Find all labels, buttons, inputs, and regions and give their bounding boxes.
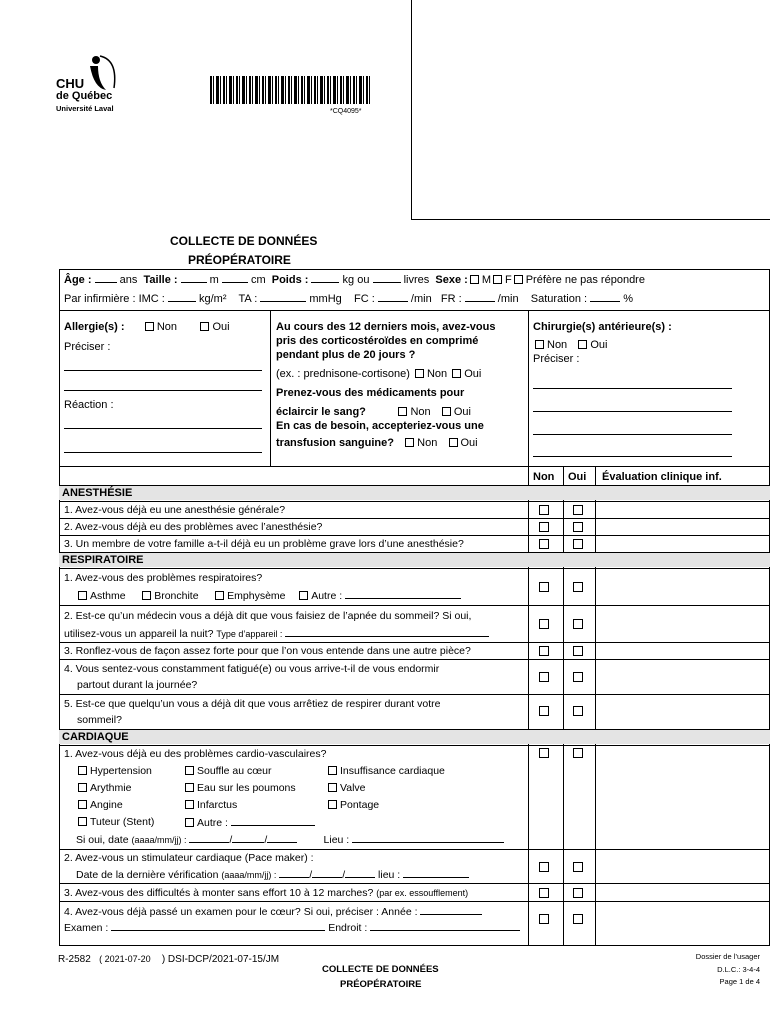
- barcode-text: *CQ4095*: [330, 108, 362, 115]
- card-q4-non[interactable]: [539, 914, 549, 924]
- card-q3-oui[interactable]: [573, 888, 583, 898]
- card-q4-line1: 4. Avez-vous déjà passé un examen pour le cœur? Si oui, préciser : Année :: [64, 904, 482, 919]
- footer-right1: Dossier de l’usager: [695, 952, 760, 961]
- sexe-pref-checkbox[interactable]: [514, 275, 523, 284]
- resp-q5-oui[interactable]: [573, 706, 583, 716]
- resp-q4-non[interactable]: [539, 672, 549, 682]
- section-cardiaque: CARDIAQUE: [59, 730, 770, 744]
- logo-line2: de Québec: [56, 90, 113, 102]
- sexe-m-checkbox[interactable]: [470, 275, 479, 284]
- transfusion-non-checkbox[interactable]: [405, 438, 414, 447]
- section-anesthesie: ANESTHÉSIE: [59, 486, 770, 500]
- card-q1: 1. Avez-vous déjà eu des problèmes cardio-vasculaires?: [64, 748, 327, 760]
- card-opt-arythmie: Arythmie: [76, 781, 131, 795]
- tuteur-checkbox[interactable]: [78, 817, 87, 826]
- anesthesie-q3: 3. Un membre de votre famille a-t-il déjà eu un problème grave lors d’une anesthésie?: [64, 538, 464, 550]
- chu-logo-icon: [84, 52, 144, 92]
- insuffisance-checkbox[interactable]: [328, 766, 337, 775]
- anesthesie-q3-non[interactable]: [539, 539, 549, 549]
- resp-q3-non[interactable]: [539, 646, 549, 656]
- reaction-label: Réaction :: [64, 399, 114, 411]
- anesthesie-q2-oui[interactable]: [573, 522, 583, 532]
- card-opt-infarctus: Infarctus: [183, 798, 237, 812]
- card-autre-checkbox[interactable]: [185, 818, 194, 827]
- resp-q5-line1: 5. Est-ce que quelqu’un vous a déjà dit que vous arrêtiez de respirer durant votre: [64, 698, 441, 710]
- cortico-oui-checkbox[interactable]: [452, 369, 461, 378]
- card-q3-non[interactable]: [539, 888, 549, 898]
- surgery-block: Chirurgie(s) antérieure(s) : Non Oui Préciser :: [533, 321, 672, 365]
- card-opt-tuteur: Tuteur (Stent): [76, 815, 154, 829]
- card-q1-non[interactable]: [539, 748, 549, 758]
- card-q2-oui[interactable]: [573, 862, 583, 872]
- resp-q2-line2: utilisez-vous un appareil la nuit? Type d’appareil :: [64, 626, 489, 641]
- card-q4-oui[interactable]: [573, 914, 583, 924]
- patient-label-box: [411, 0, 770, 220]
- card-q3: 3. Avez-vous des difficultés à monter sans effort 10 à 12 marches? (par ex. essoufflement): [64, 887, 469, 899]
- surgery-non-checkbox[interactable]: [535, 340, 544, 349]
- resp-q1-oui[interactable]: [573, 582, 583, 592]
- resp-q1-options: Asthme Bronchite Emphysème Autre :: [76, 588, 461, 603]
- card-opt-angine: Angine: [76, 798, 123, 812]
- resp-q5-line2: sommeil?: [77, 714, 122, 726]
- anesthesie-q2: 2. Avez-vous déjà eu des problèmes avec l’anesthésie?: [64, 521, 323, 533]
- resp-q5-non[interactable]: [539, 706, 549, 716]
- card-opt-row1: Hypertension: [76, 764, 152, 778]
- card-opt-insuff: Insuffisance cardiaque: [326, 764, 445, 778]
- col-header-eval: Évaluation clinique inf.: [602, 471, 722, 483]
- anticoag-oui-checkbox[interactable]: [442, 407, 451, 416]
- form-title-line1: COLLECTE DE DONNÉES: [170, 234, 318, 248]
- resp-q2-line1: 2. Est-ce qu’un médecin vous a déjà dit que vous faisiez de l’apnée du sommeil? Si oui,: [64, 610, 472, 622]
- card-q2-non[interactable]: [539, 862, 549, 872]
- resp-q1-non[interactable]: [539, 582, 549, 592]
- vitals-row1: Âge : ans Taille : m cm Poids : kg ou livres Sexe : M F Préfère ne pas répondre: [64, 274, 645, 286]
- logo: [56, 52, 126, 122]
- asthme-checkbox[interactable]: [78, 591, 87, 600]
- resp-q4-line2: partout durant la journée?: [77, 679, 198, 691]
- anesthesie-q3-oui[interactable]: [573, 539, 583, 549]
- resp-q1: 1. Avez-vous des problèmes respiratoires?: [64, 572, 263, 584]
- resp-autre-checkbox[interactable]: [299, 591, 308, 600]
- logo-line3: Université Laval: [56, 104, 114, 113]
- anesthesie-q2-non[interactable]: [539, 522, 549, 532]
- eau-checkbox[interactable]: [185, 783, 194, 792]
- card-q2-line1: 2. Avez-vous un stimulateur cardiaque (Pace maker) :: [64, 852, 314, 864]
- allergy-non-checkbox[interactable]: [145, 322, 154, 331]
- emphyseme-checkbox[interactable]: [215, 591, 224, 600]
- allergy-block: Allergie(s) : Non Oui Préciser :: [64, 321, 230, 353]
- footer-right2: D.L.C.: 3-4-4: [717, 965, 760, 974]
- form-title-line2: PRÉOPÉRATOIRE: [188, 253, 291, 267]
- resp-q4-line1: 4. Vous sentez-vous constamment fatigué(e) ou vous arrive-t-il de vous endormir: [64, 663, 440, 675]
- card-opt-eau: Eau sur les poumons: [183, 781, 296, 795]
- card-opt-pontage: Pontage: [326, 798, 379, 812]
- col-header-non: Non: [533, 471, 555, 483]
- bronchite-checkbox[interactable]: [142, 591, 151, 600]
- footer-right3: Page 1 de 4: [719, 977, 760, 986]
- footer-left: R-2582 ( 2021-07-20 ) DSI-DCP/2021-07-15/JM: [58, 954, 280, 965]
- card-q4-line2: Examen : Endroit :: [64, 920, 520, 935]
- arythmie-checkbox[interactable]: [78, 783, 87, 792]
- hypertension-checkbox[interactable]: [78, 766, 87, 775]
- resp-q4-oui[interactable]: [573, 672, 583, 682]
- resp-q3-oui[interactable]: [573, 646, 583, 656]
- vitals-row2: Par infirmière : IMC : kg/m² TA : mmHg FC : /min FR : /min Saturation : %: [64, 293, 633, 305]
- card-q1-oui[interactable]: [573, 748, 583, 758]
- section-respiratoire: RESPIRATOIRE: [59, 553, 770, 567]
- anesthesie-q1-oui[interactable]: [573, 505, 583, 515]
- footer-title2: PRÉOPÉRATOIRE: [340, 979, 422, 990]
- resp-q2-non[interactable]: [539, 619, 549, 629]
- card-opt-autre: Autre :: [183, 815, 315, 830]
- infarctus-checkbox[interactable]: [185, 800, 194, 809]
- card-q2-line2: Date de la dernière vérification (aaaa/mm/jj) : / / lieu :: [76, 867, 469, 882]
- sexe-f-checkbox[interactable]: [493, 275, 502, 284]
- souffle-checkbox[interactable]: [185, 766, 194, 775]
- allergy-oui-checkbox[interactable]: [200, 322, 209, 331]
- anesthesie-q1-non[interactable]: [539, 505, 549, 515]
- pontage-checkbox[interactable]: [328, 800, 337, 809]
- resp-q3: 3. Ronflez-vous de façon assez forte pour que l’on vous entende dans une autre pièce?: [64, 645, 471, 657]
- logo-line1: CHU: [56, 76, 85, 91]
- barcode: [210, 76, 370, 104]
- resp-q2-oui[interactable]: [573, 619, 583, 629]
- transfusion-oui-checkbox[interactable]: [449, 438, 458, 447]
- card-opt-valve: Valve: [326, 781, 366, 795]
- col-header-oui: Oui: [568, 471, 587, 483]
- valve-checkbox[interactable]: [328, 783, 337, 792]
- footer-title1: COLLECTE DE DONNÉES: [322, 964, 439, 975]
- meds-block: Au cours des 12 derniers mois, avez-vous pris des corticostéroïdes en comprimé pendant plus de 20 jours ? (ex. : prednisone-cortisone) Non Oui Prenez-vous des médicaments pour éclaircir le sang? Non Oui En cas de besoin, accepteriez-vous une transfusion sanguine? Non Oui: [276, 321, 496, 449]
- angine-checkbox[interactable]: [78, 800, 87, 809]
- card-opt-souffle: Souffle au cœur: [183, 764, 272, 778]
- cortico-non-checkbox[interactable]: [415, 369, 424, 378]
- card-date-row: Si oui, date (aaaa/mm/jj) : / / Lieu :: [76, 832, 504, 847]
- anesthesie-q1: 1. Avez-vous déjà eu une anesthésie générale?: [64, 504, 286, 516]
- surgery-oui-checkbox[interactable]: [578, 340, 587, 349]
- anticoag-non-checkbox[interactable]: [398, 407, 407, 416]
